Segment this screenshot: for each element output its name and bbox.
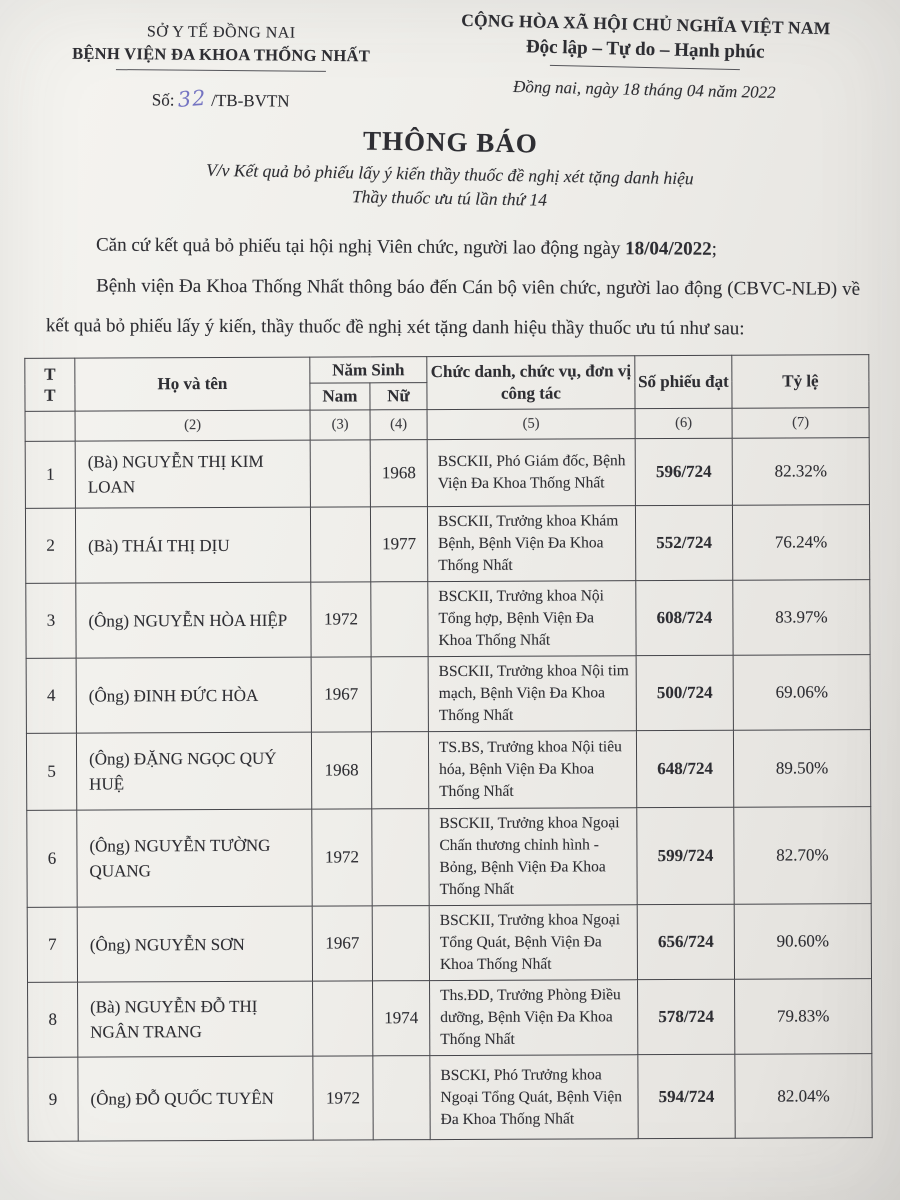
header-female: Nữ <box>370 383 427 410</box>
colnum-position: (5) <box>427 409 635 440</box>
subtitle-line-2: Thầy thuốc ưu tú lần thứ 14 <box>351 186 548 210</box>
table-row <box>26 730 870 811</box>
cell-position: BSCKI, Phó Trưởng khoa Ngoại Tổng Quát, Bệnh Viện Đa Khoa Thống Nhất <box>430 1055 638 1140</box>
cell-votes: 648/724 <box>636 730 733 807</box>
cell-name: (Bà) NGUYỄN THỊ KIM LOAN <box>75 440 310 508</box>
colnum-male: (3) <box>310 410 370 440</box>
header-votes: Số phiếu đạt <box>635 355 732 408</box>
colnum-name: (2) <box>75 410 310 441</box>
cell-female <box>371 732 428 809</box>
cell-rate: 79.83% <box>735 979 872 1055</box>
table-row <box>27 807 871 908</box>
cell-male: 1972 <box>312 809 372 906</box>
cell-name: (Bà) NGUYỄN ĐỖ THỊ NGÂN TRANG <box>78 981 313 1057</box>
cell-female <box>371 657 428 732</box>
colnum-votes: (6) <box>635 408 732 438</box>
cell-stt: 1 <box>25 441 75 508</box>
header-rate: Tỷ lệ <box>732 355 869 409</box>
paragraph-1 <box>46 227 860 269</box>
motto-underline <box>550 65 740 70</box>
header-tt <box>25 358 75 411</box>
document-title: THÔNG BÁO <box>362 125 539 159</box>
results-table-wrap <box>24 354 875 1142</box>
cell-position: BSCKII, Trưởng khoa Nội Tổng hợp, Bệnh Viện Đa Khoa Thống Nhất <box>428 581 636 657</box>
cell-male <box>310 440 370 507</box>
cell-position: BSCKII, Trưởng khoa Ngoại Chấn thương chỉnh hình - Bỏng, Bệnh Viện Đa Khoa Thống Nhất <box>429 808 637 906</box>
cell-name: (Ông) ĐỖ QUỐC TUYÊN <box>78 1056 313 1141</box>
doc-number-handwritten: 32 <box>176 85 208 112</box>
table-row <box>26 580 870 659</box>
body-text <box>46 230 860 348</box>
cell-stt: 5 <box>26 733 76 810</box>
cell-rate: 76.24% <box>732 505 869 581</box>
meeting-date: 18/04/2022 <box>625 238 712 260</box>
cell-name: (Ông) NGUYỄN TƯỜNG QUANG <box>77 809 312 907</box>
cell-stt: 3 <box>26 583 76 658</box>
national-motto-block <box>415 9 875 116</box>
document-header <box>26 9 874 112</box>
cell-stt: 8 <box>28 982 78 1057</box>
country-name: CỘNG HÒA XÃ HỘI CHỦ NGHĨA VIỆT NAM <box>461 9 831 39</box>
cell-position: BSCKII, Trưởng khoa Nội tim mạch, Bệnh Viện Đa Khoa Thống Nhất <box>428 656 636 732</box>
table-row <box>28 1054 872 1142</box>
cell-position: BSCKII, Phó Giám đốc, Bệnh Viện Đa Khoa Thống Nhất <box>427 439 635 507</box>
header-name: Họ và tên <box>75 357 310 411</box>
header-tt-line1: T <box>44 364 56 384</box>
colnum-tt <box>25 411 75 441</box>
cell-male: 1972 <box>311 582 371 657</box>
table-row <box>27 904 871 983</box>
cell-name: (Ông) NGUYỄN SƠN <box>77 906 312 982</box>
colnum-female: (4) <box>370 410 427 440</box>
cell-female: 1968 <box>370 440 427 507</box>
cell-votes: 578/724 <box>638 979 735 1054</box>
cell-votes: 552/724 <box>635 505 732 580</box>
cell-stt: 2 <box>25 508 75 583</box>
hospital-name: BỆNH VIỆN ĐA KHOA THỐNG NHẤT <box>72 43 371 66</box>
cell-female <box>371 582 428 657</box>
doc-number-suffix: /TB-BVTN <box>211 90 290 111</box>
table-row <box>26 655 870 734</box>
cell-male <box>310 507 370 582</box>
paragraph-1-end: ; <box>711 238 718 260</box>
table-body <box>25 438 872 1142</box>
header-position: Chức danh, chức vụ, đơn vị công tác <box>427 356 635 410</box>
cell-position: BSCKII, Trưởng khoa Ngoại Tổng Quát, Bệnh Viện Đa Khoa Thống Nhất <box>429 905 637 981</box>
cell-votes: 608/724 <box>636 580 733 655</box>
cell-rate: 69.06% <box>733 655 870 731</box>
cell-rate: 89.50% <box>733 730 870 808</box>
cell-name: (Ông) ĐẶNG NGỌC QUÝ HUỆ <box>76 732 311 810</box>
paragraph-1-text: Căn cứ kết quả bỏ phiếu tại hội nghị Viên chức, người lao động ngày <box>95 234 626 260</box>
table-header <box>25 355 869 442</box>
place-date-line: Đồng nai, ngày 18 tháng 04 năm 2022 <box>512 77 776 102</box>
cell-female: 1974 <box>373 981 430 1056</box>
header-tt-line2: T <box>44 385 56 405</box>
cell-rate: 82.32% <box>732 438 869 506</box>
org-underline <box>116 69 326 72</box>
document-subtitle <box>25 155 874 218</box>
cell-rate: 83.97% <box>733 580 870 656</box>
cell-male: 1967 <box>312 906 372 981</box>
paragraph-2: Bệnh viện Đa Khoa Thống Nhất thông báo đến Cán bộ viên chức, người lao động (CBVC-NLĐ) về kết quả bỏ phiếu lấy ý kiến, thầy thuốc đề nghị xét tặng danh hiệu thầy thuốc ưu tú như sau: <box>45 275 861 340</box>
doc-number-prefix: Số: <box>151 90 175 110</box>
cell-stt: 6 <box>27 810 77 907</box>
cell-female <box>373 1056 430 1140</box>
cell-name: (Bà) THÁI THỊ DỊU <box>75 507 310 583</box>
national-motto: Độc lập – Tự do – Hạnh phúc <box>525 36 765 63</box>
voting-results-table <box>24 354 872 1142</box>
cell-stt: 4 <box>26 658 76 733</box>
cell-votes: 656/724 <box>637 904 734 979</box>
column-number-row <box>25 408 869 442</box>
cell-male <box>313 981 373 1056</box>
cell-rate: 90.60% <box>734 904 871 980</box>
header-male: Nam <box>310 383 370 410</box>
parent-org-name: SỞ Y TẾ ĐỒNG NAI <box>146 23 296 42</box>
cell-rate: 82.70% <box>734 807 871 905</box>
cell-male: 1968 <box>311 732 371 809</box>
issuing-org-block <box>26 12 417 112</box>
colnum-rate: (7) <box>732 408 869 439</box>
cell-female <box>372 809 429 906</box>
table-row <box>25 438 869 509</box>
cell-male: 1967 <box>311 657 371 732</box>
cell-votes: 500/724 <box>636 655 733 730</box>
cell-name: (Ông) NGUYỄN HÒA HIỆP <box>76 582 311 658</box>
cell-stt: 9 <box>28 1057 78 1141</box>
cell-rate: 82.04% <box>735 1054 872 1139</box>
cell-name: (Ông) ĐINH ĐỨC HÒA <box>76 657 311 733</box>
cell-position: BSCKII, Trưởng khoa Khám Bệnh, Bệnh Viện Đa Khoa Thống Nhất <box>427 506 635 582</box>
document-number <box>26 85 416 112</box>
cell-female: 1977 <box>370 507 427 582</box>
table-row <box>28 979 872 1058</box>
cell-position: Ths.ĐD, Trưởng Phòng Điều dưỡng, Bệnh Viện Đa Khoa Thống Nhất <box>430 980 638 1056</box>
cell-male: 1972 <box>313 1056 373 1140</box>
table-row <box>25 505 869 584</box>
cell-votes: 594/724 <box>638 1054 735 1138</box>
subtitle-line-1: V/v Kết quả bỏ phiếu lấy ý kiến thầy thuốc đề nghị xét tặng danh hiệu <box>206 159 694 189</box>
cell-female <box>372 906 429 981</box>
cell-stt: 7 <box>27 907 77 982</box>
header-birth-year: Năm Sinh <box>310 357 427 384</box>
title-block <box>25 120 874 218</box>
cell-position: TS.BS, Trưởng khoa Nội tiêu hóa, Bệnh Viện Đa Khoa Thống Nhất <box>428 731 636 809</box>
cell-votes: 599/724 <box>637 807 734 904</box>
cell-votes: 596/724 <box>635 438 732 505</box>
